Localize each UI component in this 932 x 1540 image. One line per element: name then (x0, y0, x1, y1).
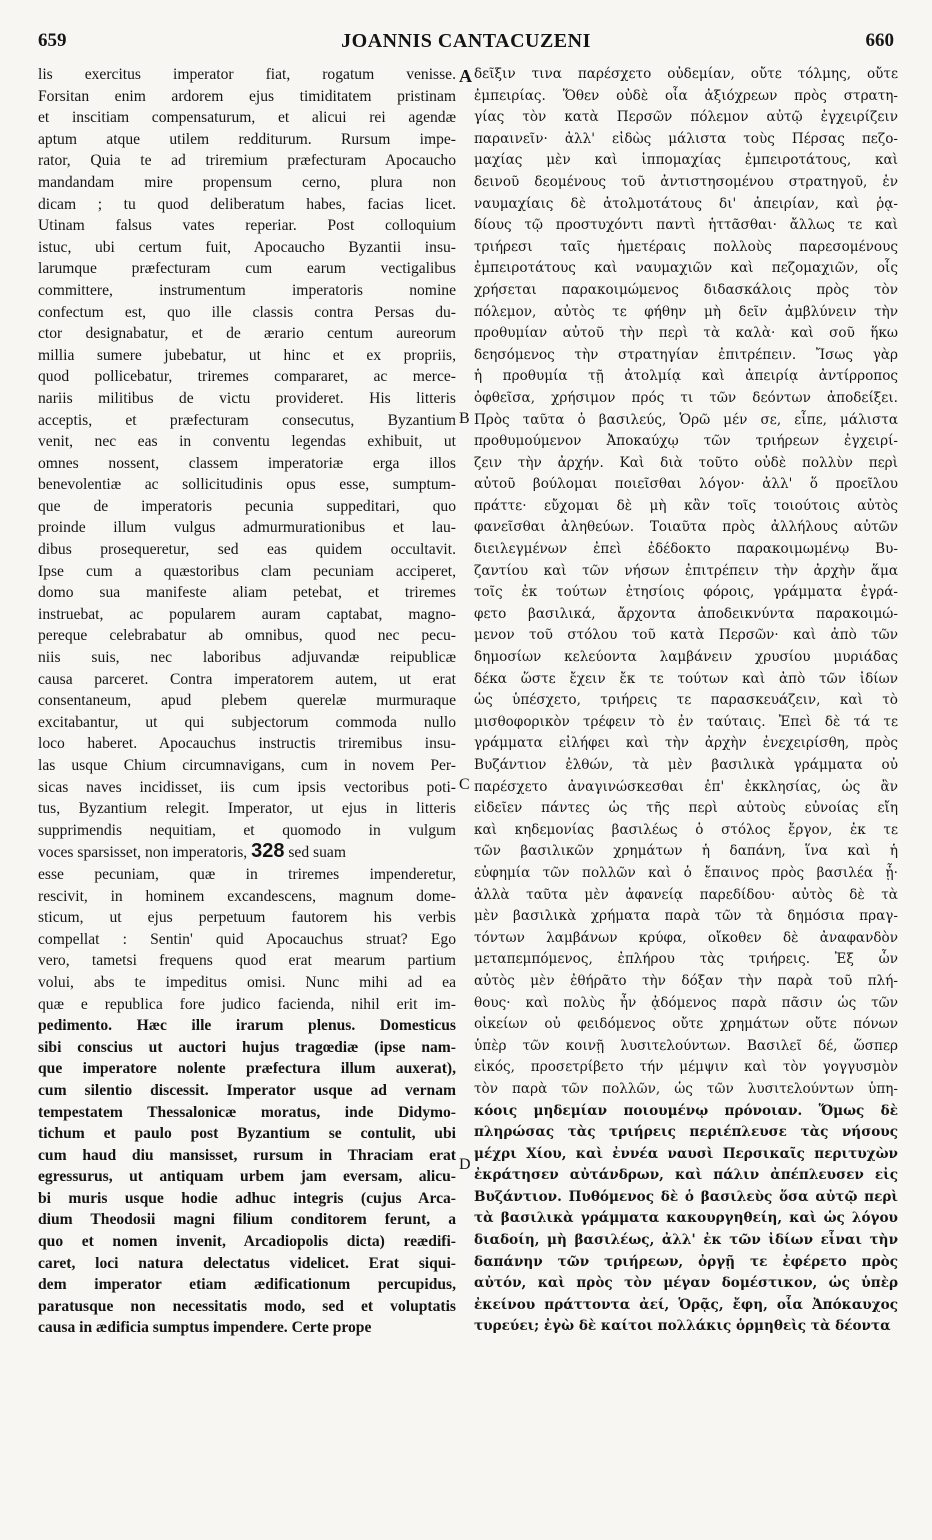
latin-line-text: que imperatore nolente præfectura illum auxerat), (38, 1060, 456, 1078)
greek-line-text: διειλεγμένων ἐπεὶ ἐδέδοκτο παρακοιμωμένῳ Βυ- (474, 541, 898, 558)
greek-line (474, 1101, 898, 1123)
latin-line-text: sibi conscius ut auctori hujus tragœdiæ (ipse nam- (38, 1038, 456, 1056)
latin-line (38, 841, 456, 864)
latin-line (38, 1253, 456, 1275)
greek-line (474, 604, 898, 626)
latin-line (38, 1080, 456, 1102)
latin-line-text: aptum atque utilem redditurum. Rursum impe- (38, 130, 456, 148)
greek-line-text: τῶν βασιλικῶν χρημάτων ἡ δαπάνη, ἵνα καὶ ἡ (474, 843, 898, 860)
greek-line-text: παραινεῖν· ἀλλ' εἰδὼς μάλιστα τοὺς Πέρσας πεζο- (474, 130, 898, 147)
page-header (38, 30, 894, 56)
greek-line-text: διαδοίη, μὴ βασιλέως, ἀλλ' ἐκ τῶν ἰδίων εἶναι τὴν (474, 1232, 898, 1249)
greek-line (474, 366, 898, 388)
greek-line-text: δίους τῷ προστυχόντι παντὶ ἡττᾶσθαι· ἄλλως τε καὶ (474, 217, 898, 234)
greek-line (474, 1273, 898, 1295)
latin-line-text: domo sua manifeste aliam petebat, et triremes (38, 584, 456, 602)
greek-line-text: τὰ βασιλικὰ γράμματα κακουργηθείη, καὶ ὡς λόγου (474, 1210, 898, 1227)
greek-line-text: ἐμπειροτάτους καὶ ναυμαχιῶν καὶ πεζομαχιῶν, οἷς (474, 260, 898, 277)
latin-line-text: sticum, ut ejus perpetuum fautorem his verbis (38, 909, 456, 927)
greek-line-text: δημοσίων κελεύοντα λαμβάνειν χρυσίου μυριάδας (474, 649, 898, 666)
greek-line (474, 1122, 898, 1144)
greek-line (474, 863, 898, 885)
greek-line-text: μὲν βασιλικὰ χρήματα παρὰ τῶν τὰ δημόσια πραγ- (474, 908, 898, 925)
latin-line-text: mandandam mire propensum cerno, plura non (38, 173, 456, 191)
latin-line (38, 1058, 456, 1080)
greek-line-text: αὐτοῦ βούλομαι ποιεῖσθαι λόγον· ἀλλ' ὅ προεῖλου (474, 476, 898, 493)
greek-line-text: μέχρι Χίου, καὶ ἐννέα ναυσὶ Περσικαῖς περιτυχὼν (474, 1145, 898, 1162)
greek-line-text: πράττε· εὔχομαι δὲ μὴ κἂν τοῖς τοιούτοις αὐτὸς (474, 497, 898, 514)
greek-line (474, 1316, 898, 1338)
greek-line-text: θους· καὶ πολὺς ἦν ᾀδόμενος παρὰ πᾶσιν ὡς τῶν (474, 994, 898, 1011)
latin-line-text: acceptis, et præfecturam consecutus, Byzantium (38, 411, 456, 429)
greek-line (474, 777, 898, 799)
latin-line-text: venit, nec eas in conventu legendas exhibuit, ut (38, 433, 456, 451)
greek-line-text: μισθοφορικὸν τρέφειν τὸ ἐν ταύταις. Ἐπεὶ δὲ τά τε (474, 713, 898, 730)
latin-line (38, 107, 456, 129)
latin-line (38, 1209, 456, 1231)
greek-line (474, 1230, 898, 1252)
greek-line (474, 1252, 898, 1274)
greek-line-text: Πρὸς ταῦτα ὁ βασιλεύς, Ὁρῶ μέν σε, εἶπε, μάλιστα (474, 411, 898, 428)
greek-line-text: χρήσεται παρακοιμώμενος διδασκάλοις πρὸς τὸν (474, 281, 898, 298)
greek-line (474, 194, 898, 216)
latin-line (38, 129, 456, 151)
latin-line-text: istuc, ubi certum fuit, Apocaucho Byzantii insu- (38, 238, 456, 256)
greek-line (474, 841, 898, 863)
greek-line (474, 690, 898, 712)
greek-line-text: πόλεμον, αὐτὸς τε φήθην μὴ δεῖν ἀμβλύνειν τὴν (474, 303, 898, 320)
greek-line-text: καὶ κηδεμονίας βασιλέως ὁ στόλος ἔργον, ἐκ τε (474, 821, 898, 838)
latin-line-text: quæ e republica fore judico facienda, nihil erit im- (38, 995, 456, 1013)
page-reference-number: 328 (251, 841, 285, 863)
greek-line-text: κόοις μηδεμίαν ποιουμένῳ πρόνοιαν. Ὅμως δὲ (474, 1102, 898, 1119)
latin-line-text: quod pollicebatur, triremes compararet, ac merce- (38, 368, 456, 386)
greek-line-text: γράμματα εἰλήφει καὶ τὴν ἀρχὴν ἐνεχειρίσθη, πρὸς (474, 735, 898, 752)
latin-line-text: lis exercitus imperator fiat, rogatum venisse. (38, 66, 456, 83)
greek-line (474, 431, 898, 453)
latin-line (38, 1231, 456, 1253)
latin-line-text: proinde illum vulgus admurmurationibus et lau- (38, 519, 456, 537)
greek-line-text: ἡ προθυμία τῇ ἀτολμίᾳ καὶ ἀπειρίᾳ ἀντίρροπος (474, 368, 898, 385)
latin-line-text: causa parceret. Contra imperatorem autem, ut erat (38, 670, 456, 688)
greek-line (474, 302, 898, 324)
latin-line (38, 215, 456, 237)
greek-line (474, 647, 898, 669)
latin-line-text: cum haud diu mansisset, rursum in Thraciam erat (38, 1146, 456, 1164)
latin-line (38, 907, 456, 929)
latin-line-continuation: sed suam (284, 844, 346, 862)
greek-line-text: πληρώσας τὰς τριήρεις περιέπλευσε τὰς νήσους (474, 1124, 898, 1141)
latin-line (38, 172, 456, 194)
greek-line-text: δεινοῦ δεομένους τοῦ ἀντιστησομένου στρατηγοῦ, ἐν (474, 173, 898, 190)
latin-line-text: Utinam falsus vates reperiar. Post colloquium (38, 217, 456, 235)
greek-line (474, 1057, 898, 1079)
latin-line (38, 1037, 456, 1059)
latin-line-text: paratusque non necessitatis modo, sed et voluptatis (38, 1297, 456, 1315)
latin-line (38, 1102, 456, 1124)
latin-line (38, 410, 456, 432)
latin-line-text: pedimento. Hæc ille irarum plenus. Domesticus (38, 1017, 456, 1035)
latin-line (38, 64, 456, 86)
latin-line (38, 604, 456, 626)
greek-line (474, 172, 898, 194)
greek-line (474, 669, 898, 691)
greek-line-text: Βυζάντιον ἐλθών, τὰ μὲν βασιλικὰ γράμματα οὐ (474, 757, 898, 773)
latin-line (38, 496, 456, 518)
greek-line-text: ζαντίου καὶ τῶν νήσων ἐπιτρέπειν τὴν ἀρχὴν ἅμα (474, 562, 898, 579)
greek-line (474, 107, 898, 129)
latin-line (38, 474, 456, 496)
latin-line (38, 582, 456, 604)
latin-line (38, 539, 456, 561)
latin-line (38, 366, 456, 388)
greek-line-text: εἰκός, προσετρίβετο τήν μέμψιν καὶ τὸν γογγυσμὸν (474, 1059, 898, 1076)
greek-line (474, 539, 898, 561)
greek-line (474, 453, 898, 475)
greek-line (474, 928, 898, 950)
latin-line-text: volui, abs te impeditus omisi. Nunc mihi ad ea (38, 973, 456, 991)
greek-line (474, 885, 898, 907)
greek-line (474, 280, 898, 302)
greek-line-text: φανεῖσθαι ἀληθεύων. Τοιαῦτα πρὸς ἀλλήλους αὐτῶν (474, 519, 898, 536)
greek-line-text: εἰδεῖεν πάντες ὡς τῆς περὶ αὐτοὺς εὐνοίας εἴη (474, 800, 898, 817)
greek-line (474, 561, 898, 583)
latin-line (38, 777, 456, 799)
latin-line (38, 237, 456, 259)
greek-line (474, 582, 898, 604)
latin-line (38, 280, 456, 302)
latin-line-text: consentaneum, apud plebem querelæ murmuraque (38, 692, 456, 710)
latin-line (38, 453, 456, 475)
latin-line (38, 323, 456, 345)
greek-line-text: αὐτόν, καὶ πρὸς τὸν μέγαν δομέστικον, ὡς ὑπὲρ (474, 1275, 898, 1292)
latin-line (38, 1145, 456, 1167)
greek-line-text: προθυμούμενον Ἀποκαύχῳ τῶν τριήρεων ἐγχειρί- (474, 433, 898, 450)
greek-line (474, 1036, 898, 1058)
greek-line-text: δεησόμενος τὴν στρατηγίαν ἐπιτρέπειν. Ἴσως γὰρ (474, 346, 898, 363)
page-number-right: 660 (865, 30, 894, 51)
greek-line (474, 1079, 898, 1101)
latin-line-text: supprimendis nequitiam, et quomodo in vulgum (38, 821, 456, 839)
latin-line-text: cum silentio discessit. Imperator usque ad vernam (38, 1081, 456, 1099)
latin-line (38, 712, 456, 734)
latin-column (38, 64, 456, 1514)
greek-line-text: τριήρεσι ταῖς ἡμετέραις πολλοὺς παρεσομένους (474, 238, 898, 255)
latin-line-text: sicas naves incidisset, iis cum ipsis vectoribus poti- (38, 778, 456, 796)
greek-line-text: ἐκράτησεν αὐτάνδρων, καὶ πάλιν ἀπέπλευσεν εἰς (474, 1167, 898, 1184)
latin-line-text: tempestatem Thessalonicæ moratus, inde Didymo- (38, 1103, 456, 1121)
latin-line (38, 86, 456, 108)
latin-line (38, 345, 456, 367)
greek-line (474, 1295, 898, 1317)
greek-line-text: μεταπεμπόμενος, ἐπλήρου τὰς τριήρεις. Ἐξ ὧν (474, 951, 898, 968)
latin-line (38, 431, 456, 453)
latin-line-text: egressurus, ut antiquam urbem jam eversam, alicu- (38, 1168, 456, 1186)
greek-line (474, 820, 898, 842)
latin-line-text: dium Theodosii magni filium conditorem ferunt, a (38, 1211, 456, 1229)
greek-line (474, 755, 898, 777)
latin-line (38, 972, 456, 994)
latin-line-text: committere, instrumentum imperatoris nomine (38, 281, 456, 299)
greek-line (474, 86, 898, 108)
latin-line-text: esse pecuniam, quæ in triremes impenderetur, (38, 865, 456, 883)
greek-line (474, 496, 898, 518)
greek-line (474, 949, 898, 971)
greek-line (474, 733, 898, 755)
latin-line (38, 625, 456, 647)
greek-line (474, 1144, 898, 1166)
latin-line-text: excitabantur, ut qui subjectorum commoda nullo (38, 713, 456, 731)
latin-line-text: benevolentiæ ac sollicitudinis opus esse, sumptum- (38, 476, 456, 494)
page-number-left: 659 (38, 30, 67, 51)
latin-line-text: dicam ; tu quod deliberatum habes, facias licet. (38, 195, 456, 213)
greek-line-text: ὑπὲρ τῶν κοινῇ λυσιτελούντων. Βασιλεῖ δέ, ὥσπερ (474, 1037, 898, 1054)
latin-line-text: millia sumere jubebatur, ut hinc et ex propriis, (38, 346, 456, 364)
greek-line-text: ὀφθεῖσα, χρήσιμον πρός τι τῶν δεόντων ἀποδείξει. (474, 389, 898, 406)
latin-line (38, 1166, 456, 1188)
greek-line (474, 625, 898, 647)
latin-line-text: bi muris usque hodie adhuc integris (cujus Arca- (38, 1189, 456, 1207)
latin-line (38, 994, 456, 1016)
greek-line-text: τυρεύει; ἐγὼ δὲ καίτοι πολλάκις ὁρμηθεὶς τὰ δέοντα (474, 1318, 891, 1335)
latin-line (38, 194, 456, 216)
greek-line-text: τὸν παρὰ τῶν πολλῶν, ὡς τῶν λυσιτελούντων ὑπη- (474, 1080, 898, 1097)
greek-line (474, 798, 898, 820)
greek-line-text: γίας τὸν κατὰ Περσῶν πόλεμον αὐτῷ ἐγχειρίζειν (474, 109, 898, 126)
greek-line-text: δαπάνην τῶν τριήρεων, ὀργῇ τε ἐφέρετο πρὸς (474, 1253, 898, 1270)
greek-line (474, 64, 898, 86)
latin-line-text: compellat : Sentin' quid Apocauchus struat? Ego (38, 930, 456, 948)
latin-line (38, 690, 456, 712)
greek-line-text: προθυμίαν αὐτοῦ τὴν περὶ τὰ καλὰ· καὶ σοῦ ἥκω (474, 325, 898, 342)
latin-line-text: que de imperatoris pecunia suppeditari, quo (38, 497, 456, 515)
greek-line-text: αὐτὸς μὲν ἐθήρᾶτο τὴν δόξαν τὴν παρὰ τοῦ πλή- (474, 972, 898, 989)
greek-line-text: τοῖς ἐκ τούτων ἐτησίοις φόροις, γράμματα ἐγρά- (474, 584, 898, 601)
latin-line (38, 388, 456, 410)
latin-line-text: rescivit, in hominem excandescens, magnum dome- (38, 887, 456, 905)
greek-line (474, 1165, 898, 1187)
latin-line-text: niis suis, nec laboribus adjuvandæ reipublicæ (38, 649, 456, 667)
latin-line (38, 733, 456, 755)
latin-line-text: dibus prosequeretur, sed eas quidem occultavit. (38, 541, 456, 559)
latin-line-text: quo et nomen invenit, Arcadiopolis dicta) reædifi- (38, 1233, 456, 1251)
greek-line (474, 129, 898, 151)
section-marker-b: B (459, 410, 470, 427)
latin-line (38, 820, 456, 842)
greek-line-text: μαχίας μὲν καὶ ἱππομαχίας ἐμπειροτάτους, καὶ (474, 152, 898, 169)
greek-line (474, 1187, 898, 1209)
greek-line-text: δέκα ὥστε ἔχειν ἔκ τε τούτων καὶ ἀπὸ τῶν ἰδίων (474, 670, 898, 687)
latin-line (38, 886, 456, 908)
greek-line-text: ἐκείνου πράττοντα ἀεί, Ὁρᾷς, ἔφη, οἷα Ἀπόκαυχος (474, 1296, 898, 1313)
greek-line-text: ἐμπειρίας. Ὅθεν οὐδὲ οἷα ἀξιόχρεων πρὸς στρατη- (474, 87, 898, 104)
latin-line (38, 647, 456, 669)
greek-line (474, 237, 898, 259)
greek-line-text: δεῖξιν τινα παρέσχετο οὐδεμίαν, οὔτε τόλμης, οὔτε (474, 66, 898, 82)
latin-line-text: tichum et paulo post Byzantium se contulit, ubi (38, 1125, 456, 1143)
latin-line-text: vero, tametsi frequens quod erat mearum partium (38, 952, 456, 970)
section-marker-a: A (459, 66, 472, 86)
latin-line (38, 561, 456, 583)
greek-line (474, 993, 898, 1015)
greek-line-text: εὐφημία τῶν πολλῶν καὶ ὁ ἔπαινος πρὸς βασιλέα ᾖ· (474, 864, 898, 881)
greek-line-text: ἀλλὰ ταῦτα μὲν ἀφανείᾳ παρεδίδου· αὐτὸς δὲ τὰ (474, 886, 898, 903)
latin-line (38, 258, 456, 280)
latin-line-text: larumque præfecturam cum earum vectigalibus (38, 260, 456, 278)
greek-line (474, 410, 898, 432)
greek-line (474, 150, 898, 172)
greek-line-text: ὡς ὑπέσχετο, τριήρεις τε παρασκευάζειν, καὶ τὸ (474, 692, 898, 709)
latin-line-text: et inscitiam compensaturum, et alicui rei agendæ (38, 109, 456, 127)
latin-line (38, 864, 456, 886)
latin-line-text: instruebat, ac popularem auram captabat, magno- (38, 605, 456, 623)
latin-line (38, 798, 456, 820)
greek-line-text: φετο βασιλικά, ἄρχοντα ἀποδεικνύντα παρακοιμώ- (474, 605, 898, 622)
section-marker-c: C (459, 776, 470, 793)
latin-line-text: tus, Byzantium relegit. Imperator, ut ejus in litteris (38, 800, 456, 818)
latin-line (38, 755, 456, 777)
latin-line-text: voces sparsisset, non imperatoris, (38, 844, 252, 862)
running-title: JOANNIS CANTACUZENI (341, 30, 591, 52)
greek-line-text: τόντων λαμβάνων κρύφα, οἴκοθεν δὲ ἀναφανδὸν (474, 929, 898, 946)
latin-line-text: ctor designabatur, et de ærario centum aureorum (38, 325, 456, 343)
latin-line (38, 1015, 456, 1037)
latin-line (38, 950, 456, 972)
greek-column (474, 64, 898, 1514)
latin-line (38, 302, 456, 324)
latin-line-text: loco haberet. Apocauchus instructis triremibus insu- (38, 735, 456, 753)
latin-line (38, 1123, 456, 1145)
latin-line-text: Forsitan enim ardorem ejus timiditatem pristinam (38, 87, 456, 105)
greek-line (474, 1014, 898, 1036)
latin-line (38, 669, 456, 691)
latin-line (38, 1317, 456, 1339)
latin-line-text: nariis militibus de victu provideret. His litteris (38, 389, 456, 407)
latin-line (38, 929, 456, 951)
greek-line (474, 474, 898, 496)
greek-line (474, 345, 898, 367)
greek-line (474, 517, 898, 539)
greek-line (474, 1208, 898, 1230)
latin-line-text: omnes nossent, classem imperatoriæ erga illos (38, 454, 456, 472)
latin-line-text: pereque celebrabatur ab omnibus, quod nec pecu- (38, 627, 456, 645)
greek-line-text: ζειν τὴν ἀρχήν. Καὶ διὰ τοῦτο οὐδὲ πολλὺν περὶ (474, 454, 898, 471)
greek-line-text: μενον τοῦ στόλου τοῦ κατὰ Περσῶν· καὶ ἀπὸ τῶν (474, 627, 898, 644)
latin-line-text: dem imperator etiam ædificationum percupidus, (38, 1276, 456, 1294)
greek-line-text: ναυμαχίαις δὲ ἀτολμοτάτους δι' ἀπειρίαν, καὶ ῥᾳ- (474, 195, 898, 212)
greek-line (474, 712, 898, 734)
latin-line-text: causa in ædificia sumptus impendere. Certe prope (38, 1319, 372, 1337)
greek-line-text: οἰκείων οὐ φειδόμενος οὔτε χρημάτων οὔτε πόνων (474, 1016, 898, 1033)
greek-line-text: παρέσχετο ἀναγινώσκεσθαι ἐπ' ἐκκλησίας, ὡς ἂν (474, 778, 898, 795)
latin-line (38, 1274, 456, 1296)
greek-line (474, 258, 898, 280)
latin-line (38, 1296, 456, 1318)
latin-line-text: confectum est, quo ille classis contra Persas du- (38, 303, 456, 321)
section-marker-d: D (459, 1156, 471, 1173)
latin-line (38, 1188, 456, 1210)
latin-line-text: Ipse cum a quæstoribus clam pecuniam acciperet, (38, 562, 456, 580)
latin-line (38, 150, 456, 172)
greek-line (474, 906, 898, 928)
greek-line (474, 215, 898, 237)
greek-line-text: Βυζάντιον. Πυθόμενος δὲ ὁ βασιλεὺς ὅσα αὐτῷ περὶ (474, 1188, 898, 1205)
latin-line (38, 517, 456, 539)
latin-line-text: las usque Chium circumnavigans, cum in novem Per- (38, 757, 456, 774)
greek-line (474, 388, 898, 410)
latin-line-text: rator, Quia te ad triremium præfecturam Apocaucho (38, 152, 456, 170)
greek-line (474, 323, 898, 345)
latin-line-text: caret, loci natura delectatus videlicet. Erat siqui- (38, 1254, 456, 1272)
greek-line (474, 971, 898, 993)
